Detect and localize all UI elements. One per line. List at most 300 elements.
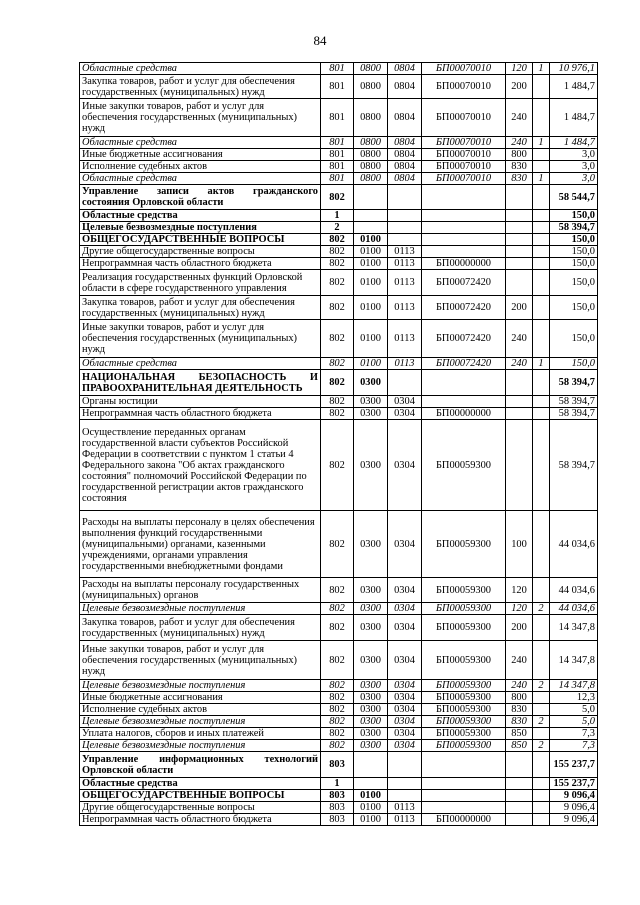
row-csr: БП00000000 xyxy=(422,408,506,420)
row-description: Иные закупки товаров, работ и услуг для обеспечения государственных (муниципальных) нужд xyxy=(80,641,321,680)
row-description: Другие общегосударственные вопросы xyxy=(80,246,321,258)
table-row xyxy=(80,222,598,234)
row-pr: 0804 xyxy=(388,173,422,185)
budget-table xyxy=(79,62,598,826)
row-gl: 802 xyxy=(321,296,354,320)
row-rz xyxy=(354,210,388,222)
row-src xyxy=(533,234,550,246)
row-src xyxy=(533,149,550,161)
row-description: Непрограммная часть областного бюджета xyxy=(80,258,321,270)
row-src xyxy=(533,420,550,511)
row-csr xyxy=(422,370,506,396)
row-csr: БП00059300 xyxy=(422,692,506,704)
row-csr: БП00059300 xyxy=(422,716,506,728)
table-row xyxy=(80,615,598,641)
row-pr: 0804 xyxy=(388,137,422,149)
table-row xyxy=(80,814,598,826)
row-description: Реализация государственных функций Орловской области в сфере государственного управления xyxy=(80,270,321,296)
page-number: 84 xyxy=(313,33,327,48)
row-gl: 802 xyxy=(321,728,354,740)
row-vr xyxy=(506,396,533,408)
row-amount: 155 237,7 xyxy=(550,752,598,778)
row-description: Областные средства xyxy=(80,358,321,370)
row-pr: 0304 xyxy=(388,704,422,716)
row-src: 1 xyxy=(533,137,550,149)
row-description: Расходы на выплаты персоналу в целях обеспечения выполнения функций государственными (муниципальными) органами, казенными учреждениями, органами управления государственными внебюджетными фондами xyxy=(80,511,321,578)
row-csr: БП00059300 xyxy=(422,578,506,603)
row-vr: 120 xyxy=(506,63,533,75)
row-rz: 0300 xyxy=(354,680,388,692)
row-pr: 0113 xyxy=(388,258,422,270)
table-row xyxy=(80,99,598,137)
row-csr xyxy=(422,234,506,246)
row-pr: 0113 xyxy=(388,802,422,814)
row-gl: 801 xyxy=(321,75,354,99)
row-rz: 0100 xyxy=(354,246,388,258)
row-description: Иные бюджетные ассигнования xyxy=(80,149,321,161)
row-vr: 240 xyxy=(506,320,533,358)
table-row xyxy=(80,63,598,75)
row-pr: 0304 xyxy=(388,740,422,752)
row-src xyxy=(533,210,550,222)
row-src: 1 xyxy=(533,173,550,185)
row-vr: 830 xyxy=(506,704,533,716)
table-row xyxy=(80,408,598,420)
row-rz xyxy=(354,752,388,778)
row-vr: 850 xyxy=(506,740,533,752)
row-csr xyxy=(422,246,506,258)
row-gl: 802 xyxy=(321,740,354,752)
row-src xyxy=(533,778,550,790)
row-vr xyxy=(506,790,533,802)
row-pr: 0113 xyxy=(388,270,422,296)
row-pr xyxy=(388,752,422,778)
table-row xyxy=(80,511,598,578)
row-pr: 0304 xyxy=(388,615,422,641)
row-gl: 802 xyxy=(321,185,354,210)
row-vr: 850 xyxy=(506,728,533,740)
row-rz: 0300 xyxy=(354,511,388,578)
row-amount: 9 096,4 xyxy=(550,790,598,802)
row-pr: 0113 xyxy=(388,246,422,258)
table-row xyxy=(80,603,598,615)
row-csr: БП00000000 xyxy=(422,258,506,270)
row-csr xyxy=(422,778,506,790)
row-rz: 0100 xyxy=(354,802,388,814)
row-src xyxy=(533,320,550,358)
row-amount: 14 347,8 xyxy=(550,641,598,680)
row-gl: 801 xyxy=(321,99,354,137)
row-gl: 802 xyxy=(321,246,354,258)
row-src xyxy=(533,258,550,270)
row-rz xyxy=(354,185,388,210)
row-amount: 1 484,7 xyxy=(550,137,598,149)
row-pr: 0304 xyxy=(388,396,422,408)
row-gl: 803 xyxy=(321,802,354,814)
row-src: 2 xyxy=(533,740,550,752)
table-row xyxy=(80,420,598,511)
row-amount: 3,0 xyxy=(550,161,598,173)
row-amount: 12,3 xyxy=(550,692,598,704)
row-pr: 0113 xyxy=(388,358,422,370)
row-amount: 14 347,8 xyxy=(550,680,598,692)
row-pr xyxy=(388,778,422,790)
row-amount: 9 096,4 xyxy=(550,814,598,826)
row-amount: 1 484,7 xyxy=(550,75,598,99)
row-csr: БП00072420 xyxy=(422,270,506,296)
row-rz: 0300 xyxy=(354,615,388,641)
row-amount: 1 484,7 xyxy=(550,99,598,137)
row-src xyxy=(533,246,550,258)
row-pr: 0304 xyxy=(388,716,422,728)
table-row xyxy=(80,790,598,802)
row-rz xyxy=(354,222,388,234)
row-csr: БП00059300 xyxy=(422,728,506,740)
row-description: Закупка товаров, работ и услуг для обеспечения государственных (муниципальных) нужд xyxy=(80,615,321,641)
row-src: 2 xyxy=(533,680,550,692)
table-row xyxy=(80,692,598,704)
row-description: Областные средства xyxy=(80,210,321,222)
table-row xyxy=(80,137,598,149)
row-rz: 0300 xyxy=(354,740,388,752)
row-src xyxy=(533,511,550,578)
row-pr: 0804 xyxy=(388,161,422,173)
row-description: Уплата налогов, сборов и иных платежей xyxy=(80,728,321,740)
row-csr: БП00000000 xyxy=(422,814,506,826)
row-csr: БП00059300 xyxy=(422,511,506,578)
row-amount: 150,0 xyxy=(550,246,598,258)
row-vr xyxy=(506,270,533,296)
row-amount: 44 034,6 xyxy=(550,511,598,578)
row-src xyxy=(533,408,550,420)
row-gl: 801 xyxy=(321,161,354,173)
row-src xyxy=(533,704,550,716)
row-description: Целевые безвозмездные поступления xyxy=(80,716,321,728)
row-amount: 150,0 xyxy=(550,296,598,320)
row-rz: 0300 xyxy=(354,408,388,420)
row-csr: БП00070010 xyxy=(422,161,506,173)
row-gl: 802 xyxy=(321,270,354,296)
row-src xyxy=(533,161,550,173)
row-gl: 1 xyxy=(321,210,354,222)
row-csr xyxy=(422,752,506,778)
table-row xyxy=(80,641,598,680)
row-vr: 240 xyxy=(506,137,533,149)
row-pr xyxy=(388,222,422,234)
row-src: 2 xyxy=(533,603,550,615)
row-gl: 802 xyxy=(321,408,354,420)
row-src xyxy=(533,370,550,396)
row-vr: 200 xyxy=(506,75,533,99)
row-amount: 150,0 xyxy=(550,358,598,370)
row-pr: 0304 xyxy=(388,511,422,578)
row-csr: БП00059300 xyxy=(422,615,506,641)
table-row xyxy=(80,149,598,161)
row-csr: БП00072420 xyxy=(422,358,506,370)
row-pr: 0304 xyxy=(388,641,422,680)
row-src xyxy=(533,615,550,641)
row-rz: 0100 xyxy=(354,296,388,320)
row-src: 1 xyxy=(533,63,550,75)
row-csr xyxy=(422,790,506,802)
row-description: Целевые безвозмездные поступления xyxy=(80,740,321,752)
row-src: 1 xyxy=(533,358,550,370)
table-row xyxy=(80,270,598,296)
table-row xyxy=(80,210,598,222)
row-csr xyxy=(422,222,506,234)
row-amount: 150,0 xyxy=(550,234,598,246)
row-description: Непрограммная часть областного бюджета xyxy=(80,408,321,420)
row-csr: БП00070010 xyxy=(422,137,506,149)
row-amount: 150,0 xyxy=(550,210,598,222)
table-row xyxy=(80,740,598,752)
row-pr: 0113 xyxy=(388,814,422,826)
row-amount: 3,0 xyxy=(550,149,598,161)
row-gl: 802 xyxy=(321,692,354,704)
row-description: Непрограммная часть областного бюджета xyxy=(80,814,321,826)
row-vr: 100 xyxy=(506,511,533,578)
row-src xyxy=(533,802,550,814)
row-amount: 58 394,7 xyxy=(550,370,598,396)
row-gl: 802 xyxy=(321,358,354,370)
row-vr: 830 xyxy=(506,161,533,173)
row-gl: 802 xyxy=(321,578,354,603)
row-amount: 5,0 xyxy=(550,704,598,716)
row-vr: 120 xyxy=(506,603,533,615)
row-pr: 0304 xyxy=(388,408,422,420)
row-vr: 800 xyxy=(506,692,533,704)
row-rz: 0300 xyxy=(354,728,388,740)
table-row xyxy=(80,258,598,270)
row-rz: 0300 xyxy=(354,603,388,615)
row-vr: 120 xyxy=(506,578,533,603)
row-rz: 0300 xyxy=(354,641,388,680)
row-gl: 802 xyxy=(321,420,354,511)
row-vr: 240 xyxy=(506,680,533,692)
table-row xyxy=(80,680,598,692)
row-src xyxy=(533,814,550,826)
row-src xyxy=(533,692,550,704)
row-pr: 0804 xyxy=(388,149,422,161)
table-row xyxy=(80,358,598,370)
row-rz: 0800 xyxy=(354,161,388,173)
row-rz: 0800 xyxy=(354,75,388,99)
row-csr: БП00070010 xyxy=(422,173,506,185)
row-description: Расходы на выплаты персоналу государственных (муниципальных) органов xyxy=(80,578,321,603)
row-description: Областные средства xyxy=(80,137,321,149)
table-row xyxy=(80,320,598,358)
row-src xyxy=(533,185,550,210)
table-row xyxy=(80,578,598,603)
row-src xyxy=(533,75,550,99)
row-description: Целевые безвозмездные поступления xyxy=(80,680,321,692)
row-gl: 802 xyxy=(321,234,354,246)
row-amount: 44 034,6 xyxy=(550,603,598,615)
row-rz xyxy=(354,778,388,790)
row-description: Закупка товаров, работ и услуг для обеспечения государственных (муниципальных) нужд xyxy=(80,296,321,320)
row-vr xyxy=(506,752,533,778)
row-rz: 0100 xyxy=(354,320,388,358)
row-csr: БП00070010 xyxy=(422,75,506,99)
row-csr: БП00059300 xyxy=(422,704,506,716)
row-pr xyxy=(388,185,422,210)
row-csr: БП00070010 xyxy=(422,99,506,137)
row-vr: 240 xyxy=(506,641,533,680)
row-rz: 0800 xyxy=(354,63,388,75)
row-gl: 802 xyxy=(321,716,354,728)
row-amount: 10 976,1 xyxy=(550,63,598,75)
row-src xyxy=(533,728,550,740)
row-csr: БП00059300 xyxy=(422,680,506,692)
row-csr: БП00072420 xyxy=(422,296,506,320)
row-rz: 0300 xyxy=(354,716,388,728)
row-vr xyxy=(506,802,533,814)
row-gl: 802 xyxy=(321,641,354,680)
table-row xyxy=(80,728,598,740)
row-description: Областные средства xyxy=(80,778,321,790)
row-description: ОБЩЕГОСУДАРСТВЕННЫЕ ВОПРОСЫ xyxy=(80,790,321,802)
row-gl: 801 xyxy=(321,137,354,149)
row-pr: 0804 xyxy=(388,75,422,99)
row-pr: 0804 xyxy=(388,63,422,75)
row-rz: 0100 xyxy=(354,258,388,270)
row-vr xyxy=(506,234,533,246)
row-amount: 7,3 xyxy=(550,740,598,752)
row-rz: 0300 xyxy=(354,578,388,603)
row-gl: 1 xyxy=(321,778,354,790)
row-description: Управление записи актов гражданского состояния Орловской области xyxy=(80,185,321,210)
table-row xyxy=(80,75,598,99)
row-pr: 0304 xyxy=(388,578,422,603)
row-pr xyxy=(388,234,422,246)
row-vr xyxy=(506,246,533,258)
row-pr xyxy=(388,210,422,222)
table-row xyxy=(80,396,598,408)
row-amount: 150,0 xyxy=(550,258,598,270)
row-description: Иные закупки товаров, работ и услуг для обеспечения государственных (муниципальных) нужд xyxy=(80,99,321,137)
row-amount: 58 544,7 xyxy=(550,185,598,210)
row-csr: БП00059300 xyxy=(422,740,506,752)
row-csr xyxy=(422,210,506,222)
row-gl: 801 xyxy=(321,149,354,161)
table-row xyxy=(80,752,598,778)
row-src xyxy=(533,270,550,296)
row-gl: 802 xyxy=(321,603,354,615)
row-amount: 155 237,7 xyxy=(550,778,598,790)
row-gl: 2 xyxy=(321,222,354,234)
row-gl: 802 xyxy=(321,320,354,358)
table-row xyxy=(80,704,598,716)
row-amount: 9 096,4 xyxy=(550,802,598,814)
row-vr xyxy=(506,210,533,222)
row-pr: 0304 xyxy=(388,420,422,511)
row-csr: БП00070010 xyxy=(422,63,506,75)
row-amount: 14 347,8 xyxy=(550,615,598,641)
row-amount: 3,0 xyxy=(550,173,598,185)
row-vr xyxy=(506,370,533,396)
row-vr: 830 xyxy=(506,716,533,728)
row-amount: 58 394,7 xyxy=(550,408,598,420)
row-vr: 800 xyxy=(506,149,533,161)
row-vr xyxy=(506,408,533,420)
row-description: Иные бюджетные ассигнования xyxy=(80,692,321,704)
row-vr: 830 xyxy=(506,173,533,185)
row-vr xyxy=(506,778,533,790)
row-description: Закупка товаров, работ и услуг для обеспечения государственных (муниципальных) нужд xyxy=(80,75,321,99)
row-rz: 0100 xyxy=(354,358,388,370)
row-src xyxy=(533,296,550,320)
row-pr: 0304 xyxy=(388,692,422,704)
table-row xyxy=(80,161,598,173)
row-src: 2 xyxy=(533,716,550,728)
row-description: Целевые безвозмездные поступления xyxy=(80,603,321,615)
row-vr xyxy=(506,814,533,826)
row-description: Осуществление переданных органам государственной власти субъектов Российской Федерации в соответствии с пунктом 1 статьи 4 Федерального закона "Об актах гражданского состояния" полномочий Российской Федерации по государственной регистрации актов гражданского состояния xyxy=(80,420,321,511)
row-csr xyxy=(422,396,506,408)
row-src xyxy=(533,641,550,680)
row-gl: 802 xyxy=(321,704,354,716)
table-row xyxy=(80,173,598,185)
table-row xyxy=(80,370,598,396)
row-description: Исполнение судебных актов xyxy=(80,704,321,716)
row-csr: БП00059300 xyxy=(422,603,506,615)
row-amount: 44 034,6 xyxy=(550,578,598,603)
row-pr: 0804 xyxy=(388,99,422,137)
row-src xyxy=(533,222,550,234)
row-description: Областные средства xyxy=(80,63,321,75)
row-amount: 58 394,7 xyxy=(550,222,598,234)
row-csr xyxy=(422,185,506,210)
row-pr: 0113 xyxy=(388,296,422,320)
row-gl: 802 xyxy=(321,511,354,578)
row-amount: 150,0 xyxy=(550,270,598,296)
row-rz: 0100 xyxy=(354,270,388,296)
row-description: Иные закупки товаров, работ и услуг для обеспечения государственных (муниципальных) нужд xyxy=(80,320,321,358)
row-pr xyxy=(388,790,422,802)
table-row xyxy=(80,778,598,790)
row-vr xyxy=(506,420,533,511)
row-pr: 0304 xyxy=(388,680,422,692)
row-pr: 0113 xyxy=(388,320,422,358)
row-description: Органы юстиции xyxy=(80,396,321,408)
row-pr: 0304 xyxy=(388,728,422,740)
row-gl: 803 xyxy=(321,790,354,802)
row-rz: 0300 xyxy=(354,704,388,716)
table-row xyxy=(80,802,598,814)
table-row xyxy=(80,296,598,320)
row-src xyxy=(533,99,550,137)
row-src xyxy=(533,578,550,603)
row-gl: 801 xyxy=(321,63,354,75)
row-rz: 0800 xyxy=(354,149,388,161)
row-vr xyxy=(506,185,533,210)
row-pr: 0304 xyxy=(388,603,422,615)
row-pr xyxy=(388,370,422,396)
row-rz: 0800 xyxy=(354,173,388,185)
row-rz: 0300 xyxy=(354,370,388,396)
row-rz: 0800 xyxy=(354,137,388,149)
row-gl: 802 xyxy=(321,680,354,692)
row-amount: 7,3 xyxy=(550,728,598,740)
row-description: Управление информационных технологий Орловской области xyxy=(80,752,321,778)
row-gl: 802 xyxy=(321,615,354,641)
row-description: НАЦИОНАЛЬНАЯ БЕЗОПАСНОСТЬ И ПРАВООХРАНИТЕЛЬНАЯ ДЕЯТЕЛЬНОСТЬ xyxy=(80,370,321,396)
row-csr: БП00072420 xyxy=(422,320,506,358)
row-csr: БП00070010 xyxy=(422,149,506,161)
table-row xyxy=(80,185,598,210)
row-vr: 200 xyxy=(506,615,533,641)
row-vr: 240 xyxy=(506,358,533,370)
